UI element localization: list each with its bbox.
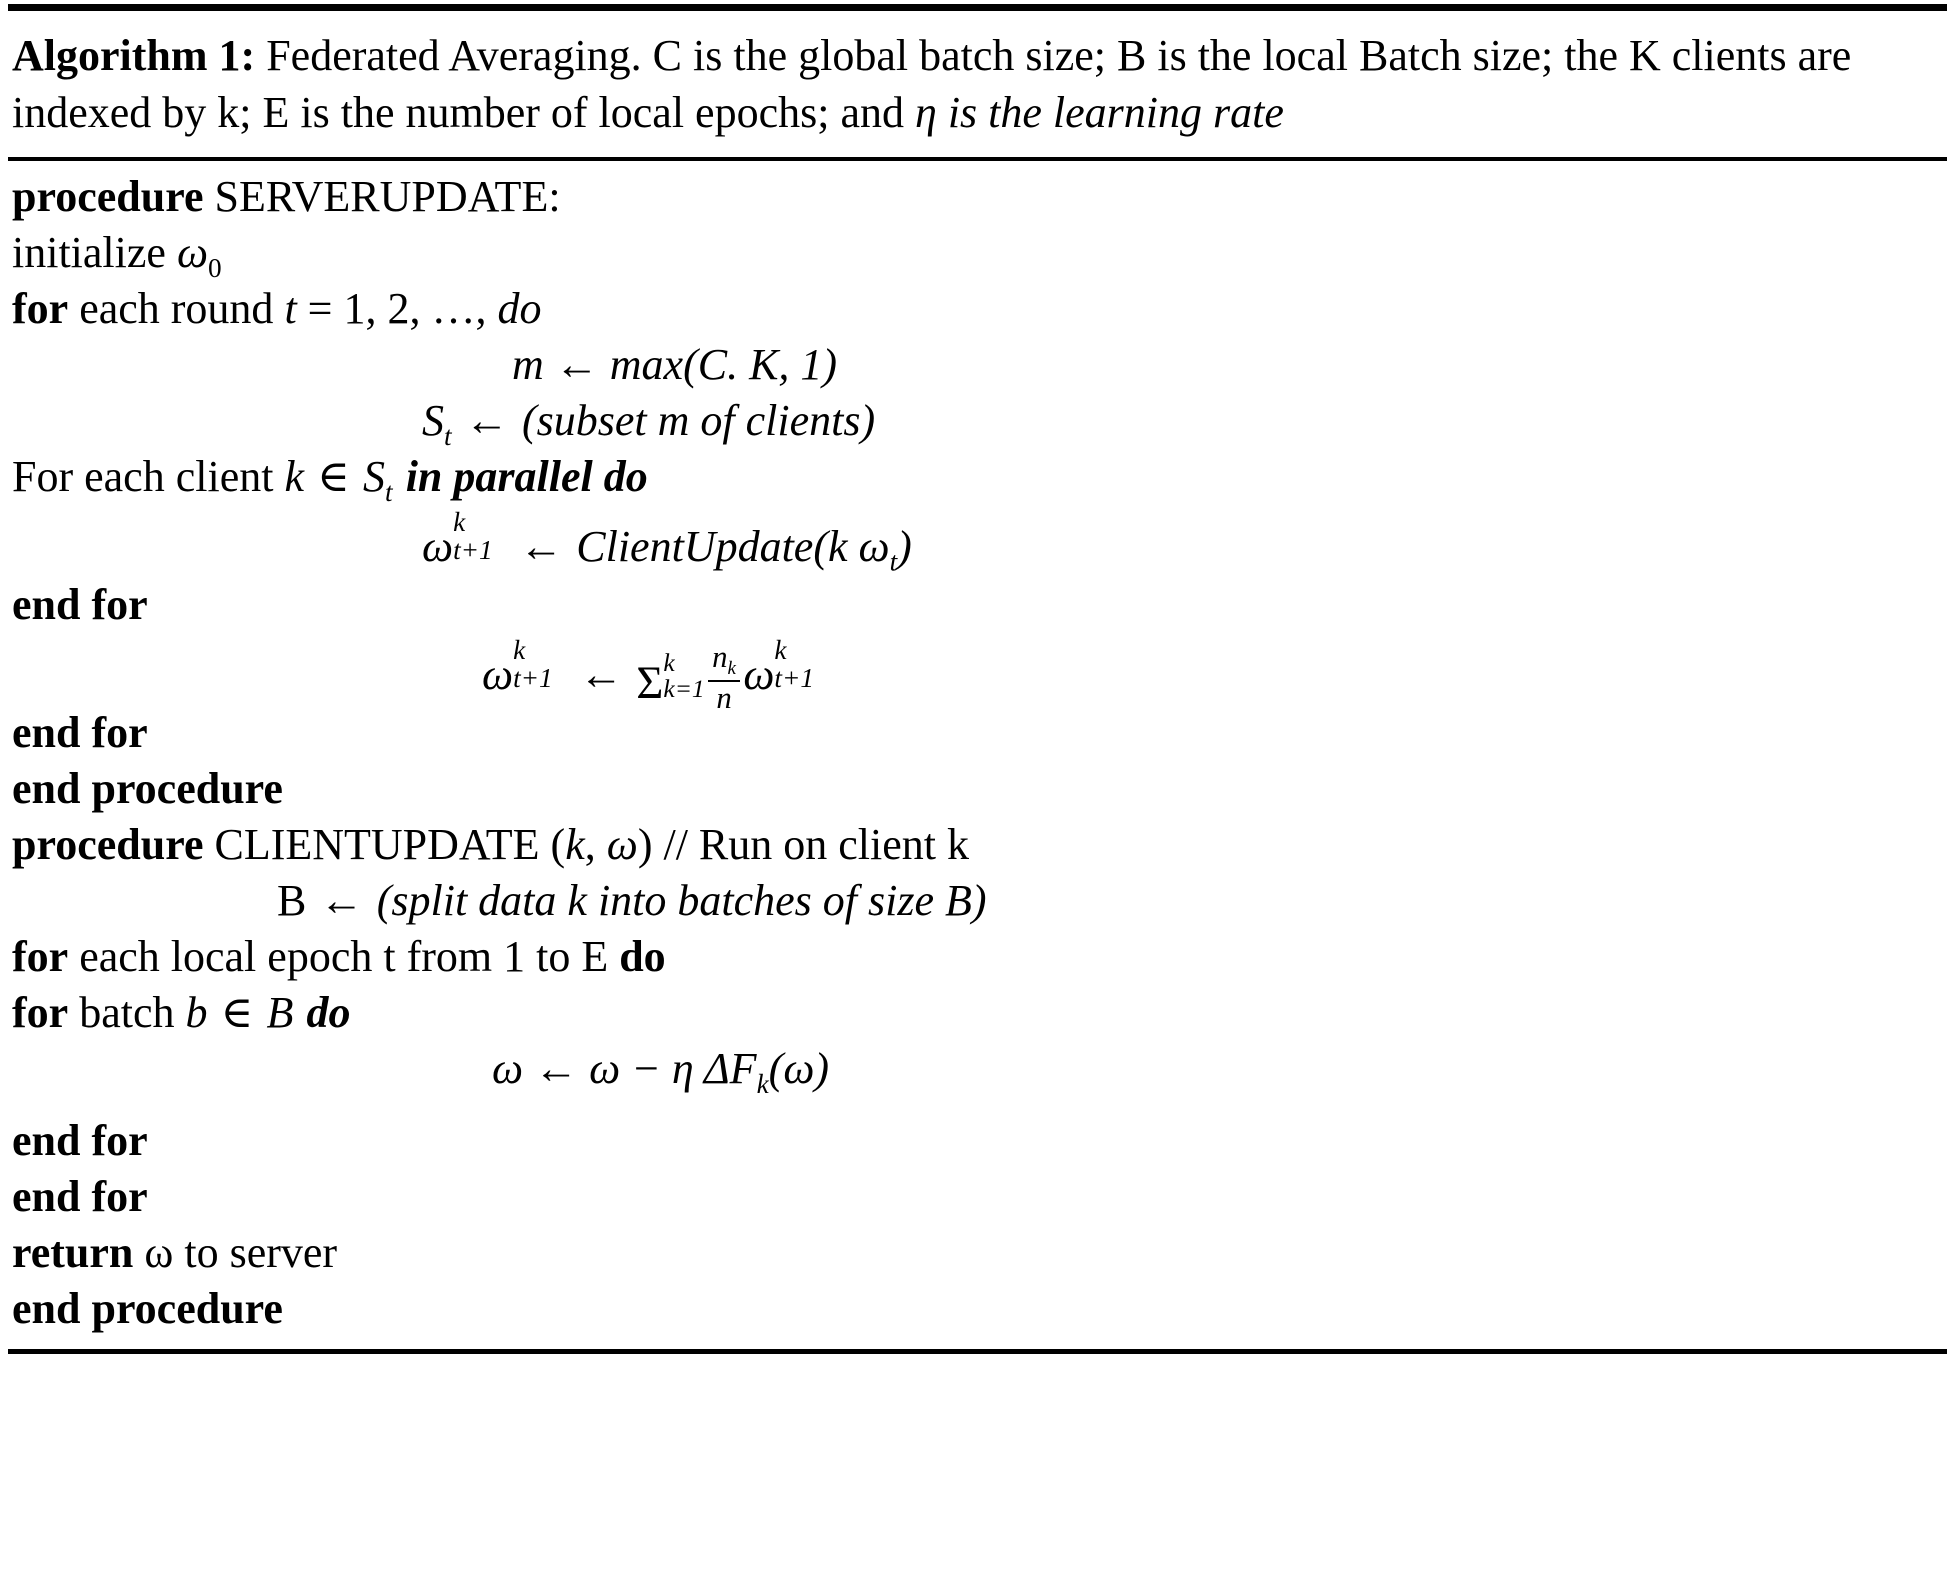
for-round-range: = 1, 2, …, xyxy=(296,284,498,334)
omega-symbol: ω xyxy=(176,228,209,278)
return-text: ω to server xyxy=(133,1228,338,1278)
math-weighted-average xyxy=(12,635,1947,716)
cu-lhs-subscript: t+1 xyxy=(453,535,493,566)
cu-lhs-superscript: k xyxy=(453,507,466,538)
line-b-split xyxy=(8,876,1947,935)
omega-subscript-zero: 0 xyxy=(208,253,222,284)
client-update-comment: ) // Run on client k xyxy=(637,820,969,870)
line-server-update-procedure xyxy=(8,172,1947,231)
keyword-end-procedure-1: end procedure xyxy=(12,764,283,814)
algorithm-caption-eta: η xyxy=(915,88,937,138)
element-of-icon: ∈ xyxy=(317,452,350,502)
keyword-end-for-3: end for xyxy=(12,1116,148,1166)
line-client-update-call xyxy=(8,507,1947,583)
cu-lhs-omega: ω xyxy=(422,522,454,572)
avg-rhs-indices xyxy=(774,637,814,693)
math-gradient-step xyxy=(12,1044,1947,1100)
math-client-update-call xyxy=(12,507,1947,577)
cu-args: (k ω xyxy=(813,522,890,572)
fraction-numerator-n: n xyxy=(712,639,728,674)
fraction-denominator: n xyxy=(708,680,739,715)
cu-args-close: ) xyxy=(897,522,912,572)
line-for-each-round xyxy=(8,284,1947,343)
client-var-k: k xyxy=(284,452,304,502)
avg-rhs-omega: ω xyxy=(743,650,775,700)
keyword-for-epoch: for xyxy=(12,932,69,982)
avg-rhs-superscript: k xyxy=(774,635,787,666)
keyword-end-for-1: end for xyxy=(12,580,148,630)
line-weighted-average xyxy=(8,635,1947,715)
b-split-rhs: (split data k into batches of size B) xyxy=(376,876,987,926)
in-parallel-do: in parallel do xyxy=(405,452,648,502)
for-epoch-text: each local epoch t from 1 to E xyxy=(68,932,620,982)
client-update-arg-k: k xyxy=(565,820,585,870)
algorithm-caption-label: Algorithm 1: xyxy=(12,31,256,80)
keyword-procedure: procedure xyxy=(12,172,204,222)
avg-arrow: ← xyxy=(579,650,624,700)
algorithm-caption xyxy=(8,11,1947,151)
keyword-end-for-2: end for xyxy=(12,708,148,758)
cu-arrow: ← xyxy=(519,522,564,572)
bottom-rule xyxy=(8,1349,1947,1354)
keyword-end-for-4: end for xyxy=(12,1172,148,1222)
keyword-do: do xyxy=(497,284,542,334)
line-end-procedure-2 xyxy=(8,1284,1947,1343)
client-update-arg-separator: , xyxy=(584,820,607,870)
round-var-t: t xyxy=(284,284,297,334)
for-round-text: each round xyxy=(68,284,285,334)
keyword-for-batch: for xyxy=(12,988,69,1038)
avg-lhs-indices xyxy=(513,637,553,693)
sigma-upper-limit: k xyxy=(663,647,675,677)
st-arrow: ← xyxy=(464,396,509,446)
b-split-arrow: ← xyxy=(319,876,364,926)
gradient-expression: ω ← ω − η ΔF xyxy=(492,1044,757,1094)
b-split-lhs: B xyxy=(277,876,307,926)
for-batch-text: batch xyxy=(68,988,186,1038)
client-set-s: S xyxy=(362,452,385,502)
algorithm-caption-text-2: is the learning rate xyxy=(936,88,1284,138)
client-update-arg-omega: ω xyxy=(606,820,638,870)
keyword-do-epoch: do xyxy=(619,932,666,982)
avg-lhs-superscript: k xyxy=(513,635,526,666)
math-m-assign: m ← max(C. K, 1) xyxy=(512,340,838,390)
element-of-icon-batch: ∈ xyxy=(220,988,254,1038)
algorithm-body xyxy=(8,161,1947,1343)
fraction-nk-over-n xyxy=(708,641,739,715)
avg-rhs-subscript: t+1 xyxy=(774,663,815,694)
math-b-split xyxy=(12,876,1947,926)
algorithm-caption-text-1: Federated Averaging. C is the global batch size; B is the local Batch size; the K clients are indexed by k; E is the number of local epochs; and xyxy=(12,31,1852,138)
cu-lhs-indices xyxy=(453,509,493,565)
line-client-update-procedure xyxy=(8,820,1947,879)
server-update-name: SERVERUPDATE: xyxy=(214,172,561,222)
gradient-subscript-k: k xyxy=(756,1069,769,1100)
line-end-for-4 xyxy=(8,1172,1947,1231)
gradient-tail: (ω) xyxy=(768,1044,830,1094)
initialize-text: initialize xyxy=(12,228,177,278)
line-st-assign xyxy=(8,396,1947,455)
fraction-numerator xyxy=(708,641,739,680)
line-return-omega xyxy=(8,1228,1947,1287)
batch-set-b: B xyxy=(266,988,294,1038)
line-initialize-omega xyxy=(8,228,1947,287)
client-update-name: CLIENTUPDATE ( xyxy=(214,820,566,870)
st-lhs: S xyxy=(422,396,444,446)
client-set-subscript: t xyxy=(384,477,393,508)
line-m-assign xyxy=(8,340,1947,399)
keyword-do-batch: do xyxy=(306,988,351,1038)
st-rhs: (subset m of clients) xyxy=(521,396,876,446)
keyword-procedure-2: procedure xyxy=(12,820,204,870)
algorithm-block xyxy=(0,4,1957,1354)
keyword-end-procedure-2: end procedure xyxy=(12,1284,283,1334)
sigma-limits xyxy=(663,647,705,703)
sigma-icon: Σ xyxy=(636,657,664,710)
line-for-batch xyxy=(8,988,1947,1047)
math-st-assign xyxy=(12,396,1947,452)
line-end-for-2 xyxy=(8,708,1947,767)
line-end-for-1 xyxy=(8,580,1947,639)
keyword-return: return xyxy=(12,1228,134,1278)
line-for-each-local-epoch xyxy=(8,932,1947,991)
keyword-for: for xyxy=(12,284,69,334)
top-rule xyxy=(8,4,1947,11)
for-client-text: For each client xyxy=(12,452,285,502)
avg-lhs-subscript: t+1 xyxy=(513,663,553,694)
avg-lhs-omega: ω xyxy=(482,650,514,700)
cu-args-subscript: t xyxy=(889,546,898,577)
summation-symbol-group xyxy=(636,647,705,710)
st-subscript: t xyxy=(444,421,452,452)
line-for-each-client xyxy=(8,452,1947,511)
line-gradient-step xyxy=(8,1044,1947,1119)
sigma-lower-limit: k=1 xyxy=(663,673,705,703)
batch-var-b: b xyxy=(185,988,208,1038)
fraction-numerator-subscript: k xyxy=(727,658,736,680)
line-end-procedure-1 xyxy=(8,764,1947,823)
cu-function-name: ClientUpdate xyxy=(576,522,814,572)
line-end-for-3 xyxy=(8,1116,1947,1175)
